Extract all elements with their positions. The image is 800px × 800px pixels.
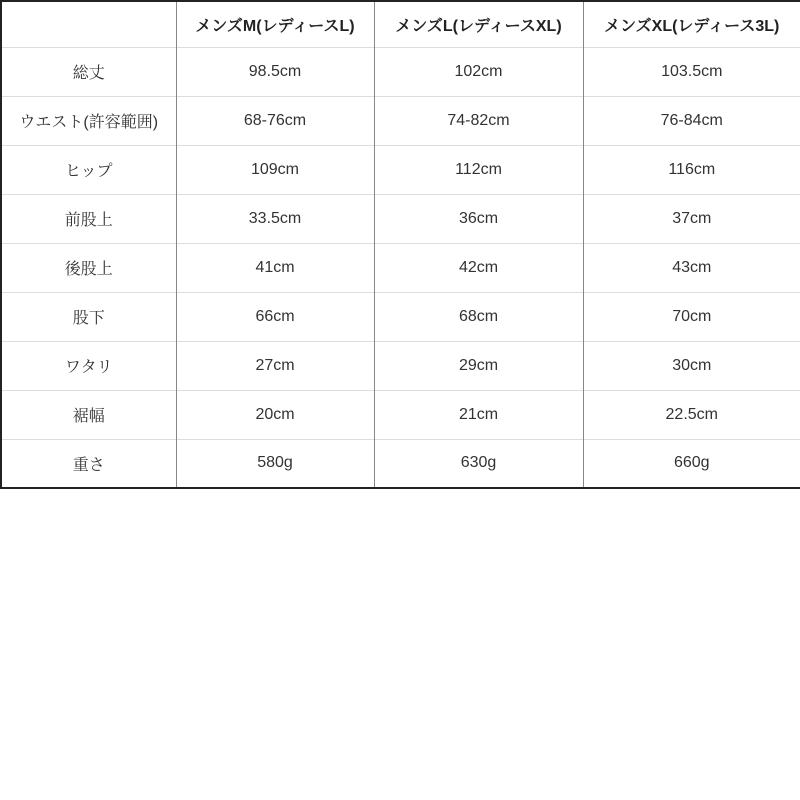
table-cell: 43cm (583, 243, 800, 292)
table-cell: 76-84cm (583, 96, 800, 145)
table-cell: 68cm (374, 292, 583, 341)
row-label: 重さ (1, 439, 176, 488)
table-cell: 112cm (374, 145, 583, 194)
header-cell-mens-l: メンズL(レディースXL) (374, 1, 583, 47)
table-cell: 36cm (374, 194, 583, 243)
row-label: 股下 (1, 292, 176, 341)
table-cell: 66cm (176, 292, 374, 341)
table-cell: 102cm (374, 47, 583, 96)
table-row-back-rise (1, 243, 800, 292)
table-cell: 109cm (176, 145, 374, 194)
table-row-hem-width (1, 390, 800, 439)
header-row (1, 1, 800, 47)
table-cell: 29cm (374, 341, 583, 390)
table-cell: 70cm (583, 292, 800, 341)
table-cell: 41cm (176, 243, 374, 292)
table-cell: 27cm (176, 341, 374, 390)
table-cell: 22.5cm (583, 390, 800, 439)
table-row-hip (1, 145, 800, 194)
row-label: ヒップ (1, 145, 176, 194)
header-cell-blank (1, 1, 176, 47)
row-label: 前股上 (1, 194, 176, 243)
table-cell: 42cm (374, 243, 583, 292)
row-label: ウエスト(許容範囲) (1, 96, 176, 145)
row-label: 総丈 (1, 47, 176, 96)
table-cell: 660g (583, 439, 800, 488)
table-cell: 98.5cm (176, 47, 374, 96)
table-row-soutake (1, 47, 800, 96)
table-cell: 68-76cm (176, 96, 374, 145)
row-label: ワタリ (1, 341, 176, 390)
table-cell: 20cm (176, 390, 374, 439)
table-cell: 580g (176, 439, 374, 488)
table-cell: 37cm (583, 194, 800, 243)
table-row-thigh (1, 341, 800, 390)
table-row-waist (1, 96, 800, 145)
table-row-weight (1, 439, 800, 488)
row-label: 裾幅 (1, 390, 176, 439)
table-cell: 21cm (374, 390, 583, 439)
row-label: 後股上 (1, 243, 176, 292)
table-cell: 116cm (583, 145, 800, 194)
table-cell: 33.5cm (176, 194, 374, 243)
table-row-inseam (1, 292, 800, 341)
table-cell: 103.5cm (583, 47, 800, 96)
table-cell: 30cm (583, 341, 800, 390)
table-cell: 74-82cm (374, 96, 583, 145)
table-cell: 630g (374, 439, 583, 488)
header-cell-mens-m: メンズM(レディースL) (176, 1, 374, 47)
table-row-front-rise (1, 194, 800, 243)
header-cell-mens-xl: メンズXL(レディース3L) (583, 1, 800, 47)
